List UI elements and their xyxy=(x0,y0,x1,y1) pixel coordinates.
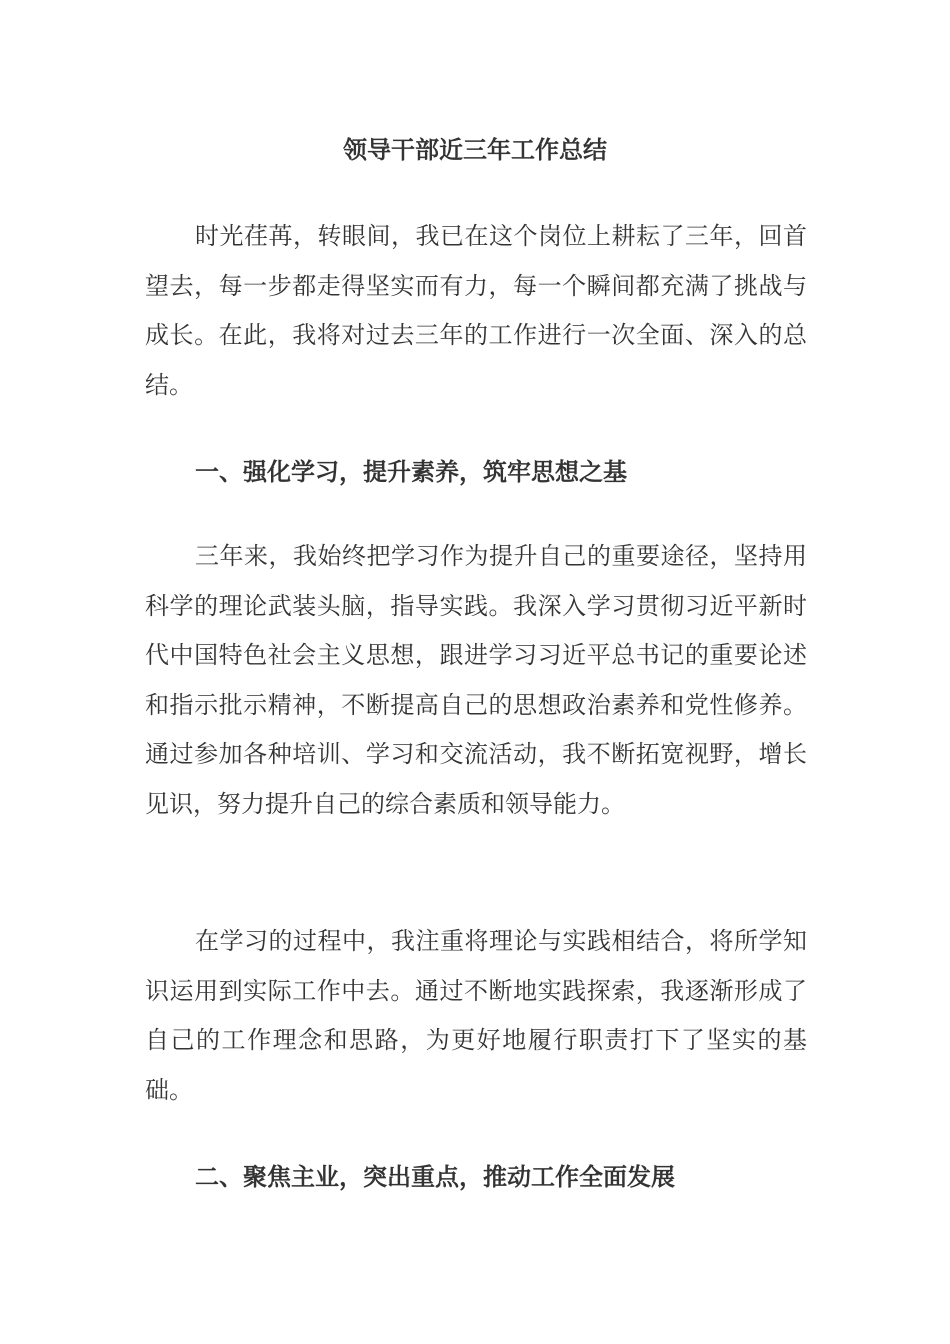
section-1-paragraph-1: 三年来，我始终把学习作为提升自己的重要途径，坚持用科学的理论武装头脑，指导实践。我深入学习贯彻习近平新时代中国特色社会主义思想，跟进学习习近平总书记的重要论述和指示批示精神，不断提高自己的思想政治素养和党性修养。通过参加各种培训、学习和交流活动，我不断拓宽视野，增长见识，努力提升自己的综合素质和领导能力。 xyxy=(145,542,807,818)
section-heading-2: 二、聚焦主业，突出重点，推动工作全面发展 xyxy=(195,1163,675,1191)
section-1-paragraph-2: 在学习的过程中，我注重将理论与实践相结合，将所学知识运用到实际工作中去。通过不断地实践探索，我逐渐形成了自己的工作理念和思路，为更好地履行职责打下了坚实的基础。 xyxy=(145,927,807,1104)
section-heading-1: 一、强化学习，提升素养，筑牢思想之基 xyxy=(195,458,627,486)
document-title: 领导干部近三年工作总结 xyxy=(343,136,607,164)
intro-paragraph: 时光荏苒，转眼间，我已在这个岗位上耕耘了三年，回首望去，每一步都走得坚实而有力，每一个瞬间都充满了挑战与成长。在此，我将对过去三年的工作进行一次全面、深入的总结。 xyxy=(145,222,807,399)
